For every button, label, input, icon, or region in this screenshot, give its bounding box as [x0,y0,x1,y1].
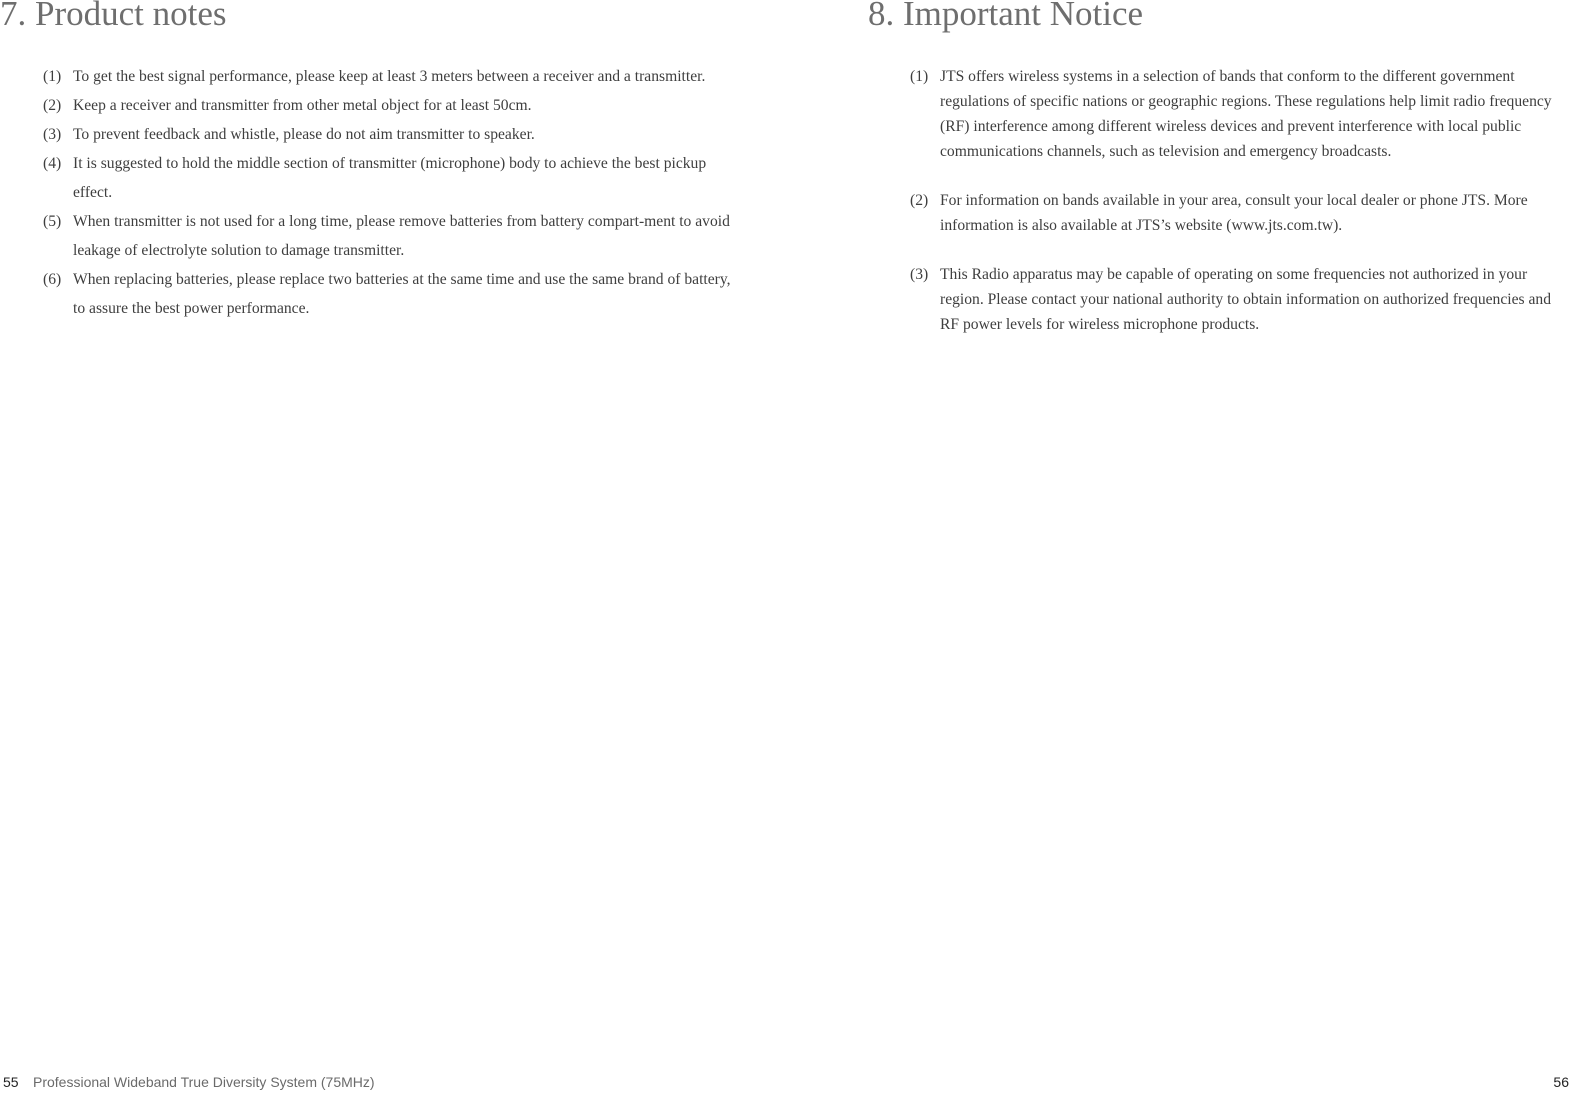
item-number: (2) [43,97,62,114]
item-number: (2) [910,192,929,209]
list-item [910,262,1573,337]
important-notice-list [910,64,1573,361]
list-item [43,120,743,149]
item-text: When transmitter is not used for a long time, please remove batteries from battery compart-ment to avoid leakage of electrolyte solution to damage transmitter. [73,213,730,259]
list-item [910,64,1573,164]
product-notes-list [43,62,743,323]
item-number: (4) [43,155,62,172]
left-page [0,0,780,1103]
item-text: It is suggested to hold the middle section of transmitter (microphone) body to achieve the best pickup effect. [73,155,707,201]
important-notice-heading: 8. Important Notice [868,0,1144,33]
list-item [910,188,1573,238]
item-number: (1) [910,68,929,85]
item-text: JTS offers wireless systems in a selection of bands that conform to the different government regulations of specific nations or geographic regions. These regulations help limit radio frequency (RF) interference among different wireless devices and prevent interference with local public communications channels, such as television and emergency broadcasts. [940,68,1552,160]
list-item [43,91,743,120]
item-text: For information on bands available in your area, consult your local dealer or phone JTS. More information is also available at JTS’s website (www.jts.com.tw). [940,192,1528,234]
item-text: Keep a receiver and transmitter from other metal object for at least 50cm. [73,97,532,114]
item-text: To get the best signal performance, please keep at least 3 meters between a receiver and a transmitter. [73,68,706,85]
list-item [43,265,743,323]
page-number-left: 55 [3,1074,19,1090]
page-number-right: 56 [1553,1074,1569,1090]
item-number: (5) [43,213,62,230]
list-item [43,62,743,91]
footer-title: Professional Wideband True Diversity System (75MHz) [33,1074,375,1090]
item-text: To prevent feedback and whistle, please do not aim transmitter to speaker. [73,126,535,143]
item-number: (3) [43,126,62,143]
product-notes-heading: 7. Product notes [0,0,227,33]
item-text: When replacing batteries, please replace two batteries at the same time and use the same brand of battery, to assure the best power performance. [73,271,731,317]
right-page [780,0,1581,1103]
item-number: (6) [43,271,62,288]
list-item [43,149,743,207]
item-number: (3) [910,266,929,283]
item-number: (1) [43,68,62,85]
list-item [43,207,743,265]
item-text: This Radio apparatus may be capable of operating on some frequencies not authorized in your region. Please contact your national authority to obtain information on authorized frequencies and RF power levels for wireless microphone products. [940,266,1551,333]
